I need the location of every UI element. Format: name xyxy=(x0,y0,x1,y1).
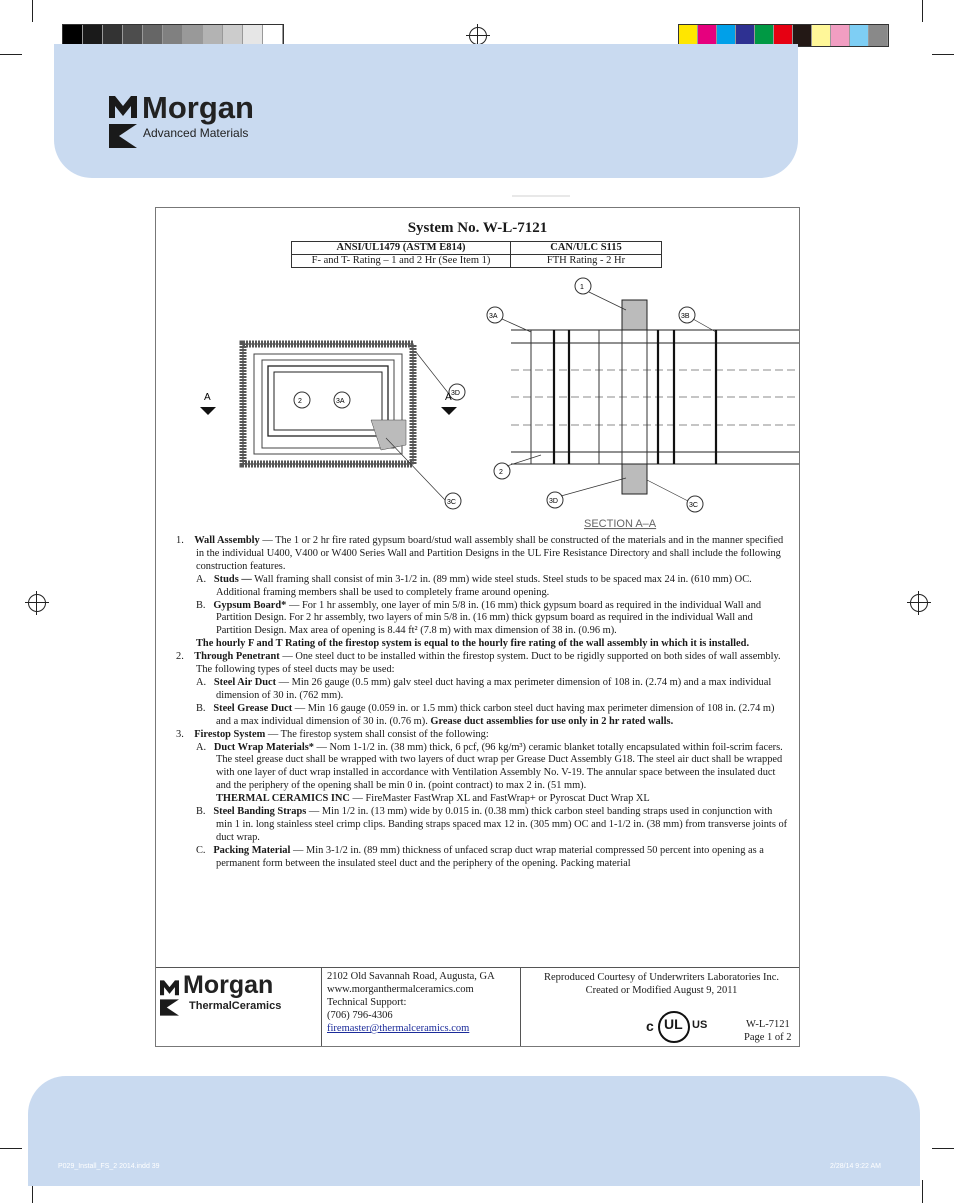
ratings-col1-value: F- and T- Rating – 1 and 2 Hr (See Item 1) xyxy=(292,255,511,268)
svg-text:3B: 3B xyxy=(681,313,690,320)
item-1b: B. Gypsum Board* — For 1 hr assembly, one layer of min 5/8 in. (16 mm) thick gypsum board as required in the individual Wall and Partition Design. For 2 hr assembly, two layers of min 5/8 in. (16 mm) thick gypsum board as required in the individual Wall and Partition Design. Max area of opening is 8.44 ft² (7.8 m) with max dimension of 38 in. (0.96 m). xyxy=(196,599,762,637)
crop-mark xyxy=(32,0,33,22)
item-3a-manufacturer: THERMAL CERAMICS INC — FireMaster FastWrap XL and FastWrap+ or Pyroscat Duct Wrap XL xyxy=(216,793,650,805)
morgan-logo-icon xyxy=(160,976,179,1020)
footer-divider xyxy=(321,967,322,1046)
item-3: 3. Firestop System — The firestop system shall consist of the following: xyxy=(176,728,489,740)
svg-text:A: A xyxy=(445,392,452,403)
crop-mark xyxy=(0,1148,22,1149)
footer-courtesy xyxy=(524,971,799,997)
ratings-col1-header: ANSI/UL1479 (ASTM E814) xyxy=(292,242,511,255)
ul-us-letters: US xyxy=(692,1019,708,1031)
firestop-drawing xyxy=(156,270,799,535)
footer-modified-line: Created or Modified August 9, 2011 xyxy=(585,985,738,996)
ul-c-letter: c xyxy=(646,1018,654,1034)
registration-mark-icon xyxy=(469,27,487,45)
ratings-col2-header: CAN/ULC S115 xyxy=(511,242,662,255)
footer-page-number: Page 1 of 2 xyxy=(744,1032,792,1043)
footer-contact xyxy=(327,970,495,1035)
brand-name: Morgan xyxy=(142,90,254,125)
system-title: System No. W-L-7121 xyxy=(407,220,548,236)
footer-address: 2102 Old Savannah Road, Augusta, GA xyxy=(327,971,495,982)
ul-letters: UL xyxy=(664,1016,683,1032)
svg-text:SECTION A–A: SECTION A–A xyxy=(584,518,657,530)
item-3c: C. Packing Material — Min 3-1/2 in. (89 mm) thickness of unfaced scrap duct wrap material compressed 50 percent into opening as a permanent form between the insulated steel duct and the periphery of the opening. Packing material xyxy=(196,844,764,869)
footer-panel xyxy=(28,1076,920,1186)
crop-mark xyxy=(922,0,923,22)
footer-website[interactable]: www.morganthermalceramics.com xyxy=(327,984,474,995)
item-2: 2. Through Penetrant — One steel duct to be installed within the firestop system. Duct to be rigidly supported on both sides of wall assembly. The following types of steel ducts may be used: xyxy=(176,651,781,676)
crop-mark xyxy=(932,1148,954,1149)
svg-text:2: 2 xyxy=(499,469,503,476)
svg-text:2: 2 xyxy=(298,398,302,405)
footer-phone: (706) 796-4306 xyxy=(327,1010,393,1021)
svg-text:3D: 3D xyxy=(451,390,460,397)
crop-mark xyxy=(0,54,22,55)
svg-text:3D: 3D xyxy=(549,498,558,505)
item-1a: A. Studs — Wall framing shall consist of min 3-1/2 in. (89 mm) wide steel studs. Steel studs to be spaced max 24 in. (610 mm) OC. Additional framing members shall be used to completely frame around opening. xyxy=(196,573,752,598)
item-3b: B. Steel Banding Straps — Min 1/2 in. (13 mm) wide by 0.015 in. (0.38 mm) thick carbon steel banding straps used in conjunction with min 1 in. long stainless steel crimp clips. Banding straps spaced max 12 in. (305 mm) OC and 1-1/2 in. (38 mm) from transverse joints of duct wrap. xyxy=(196,806,788,843)
svg-text:3A: 3A xyxy=(489,313,498,320)
brand-tagline: Advanced Materials xyxy=(143,126,249,140)
svg-text:3C: 3C xyxy=(447,499,456,506)
svg-text:3C: 3C xyxy=(689,502,698,509)
footer-brand-sub: ThermalCeramics xyxy=(189,1000,282,1012)
item-1-note: The hourly F and T Rating of the firestop system is equal to the hourly fire rating of the wall assembly in which it is installed. xyxy=(196,638,750,650)
item-1: 1. Wall Assembly — The 1 or 2 hr fire rated gypsum board/stud wall assembly shall be constructed of the materials and in the manner specified in the individual U400, V400 or W400 Series Wall and Partition Designs in the UL Fire Resistance Directory and shall include the following construction features. xyxy=(176,535,784,572)
footer-support-label: Technical Support: xyxy=(327,997,407,1008)
ul-certification-mark xyxy=(646,1011,716,1043)
print-slug-left: P029_Install_FS_2 2014.indd 39 xyxy=(58,1163,160,1170)
item-3a: A. Duct Wrap Materials* — Nom 1-1/2 in. (38 mm) thick, 6 pcf, (96 kg/m³) ceramic blanket totally encapsulated within foil-scrim facers. The steel grease duct shall be wrapped with two layers of duct wrap per Grease Duct Assembly G18. The steel air duct shall be wrapped with one layer of duct wrap installed in accordance with Ventilation Assembly No. V-19. The annular space between the insulated duct and the periphery of the opening shall be min 0 in. (point contract) to max 2 in. (51 mm). xyxy=(196,741,783,792)
footer-divider xyxy=(520,967,521,1046)
footer-system-code: W-L-7121 xyxy=(746,1019,790,1030)
item-2b: B. Steel Grease Duct — Min 16 gauge (0.059 in. or 1.5 mm) thick carbon steel duct having max perimeter dimension of 108 in. (2.74 m) and a max individual dimension of 30 in. (0.76 m). Grease duct assemblies for use only in 2 hr rated walls. xyxy=(196,702,775,727)
footer-courtesy-line: Reproduced Courtesy of Underwriters Laboratories Inc. xyxy=(543,972,779,983)
registration-mark-icon xyxy=(910,594,928,612)
section-a-a-view xyxy=(487,278,799,530)
ratings-table xyxy=(291,241,662,268)
faint-header-artifact xyxy=(512,195,570,197)
wall-elevation-view xyxy=(200,344,465,509)
registration-mark-icon xyxy=(28,594,46,612)
system-description xyxy=(176,535,788,871)
svg-text:3A: 3A xyxy=(336,398,345,405)
item-2a: A. Steel Air Duct — Min 26 gauge (0.5 mm) galv steel duct having a max perimeter dimension of 108 in. (2.74 m) and a max individual dimension of 30 in. (762 mm). xyxy=(196,676,772,701)
crop-mark xyxy=(932,54,954,55)
crop-mark xyxy=(922,1180,923,1203)
print-slug-right: 2/28/14 9:22 AM xyxy=(830,1163,881,1170)
ratings-col2-value: FTH Rating - 2 Hr xyxy=(511,255,662,268)
morgan-logo-icon xyxy=(109,96,137,148)
footer-brand-name: Morgan xyxy=(183,971,274,999)
svg-text:1: 1 xyxy=(580,284,584,291)
footer-email-link[interactable]: firemaster@thermalceramics.com xyxy=(327,1023,470,1034)
svg-text:A: A xyxy=(204,392,211,403)
document-sheet xyxy=(155,207,800,1047)
